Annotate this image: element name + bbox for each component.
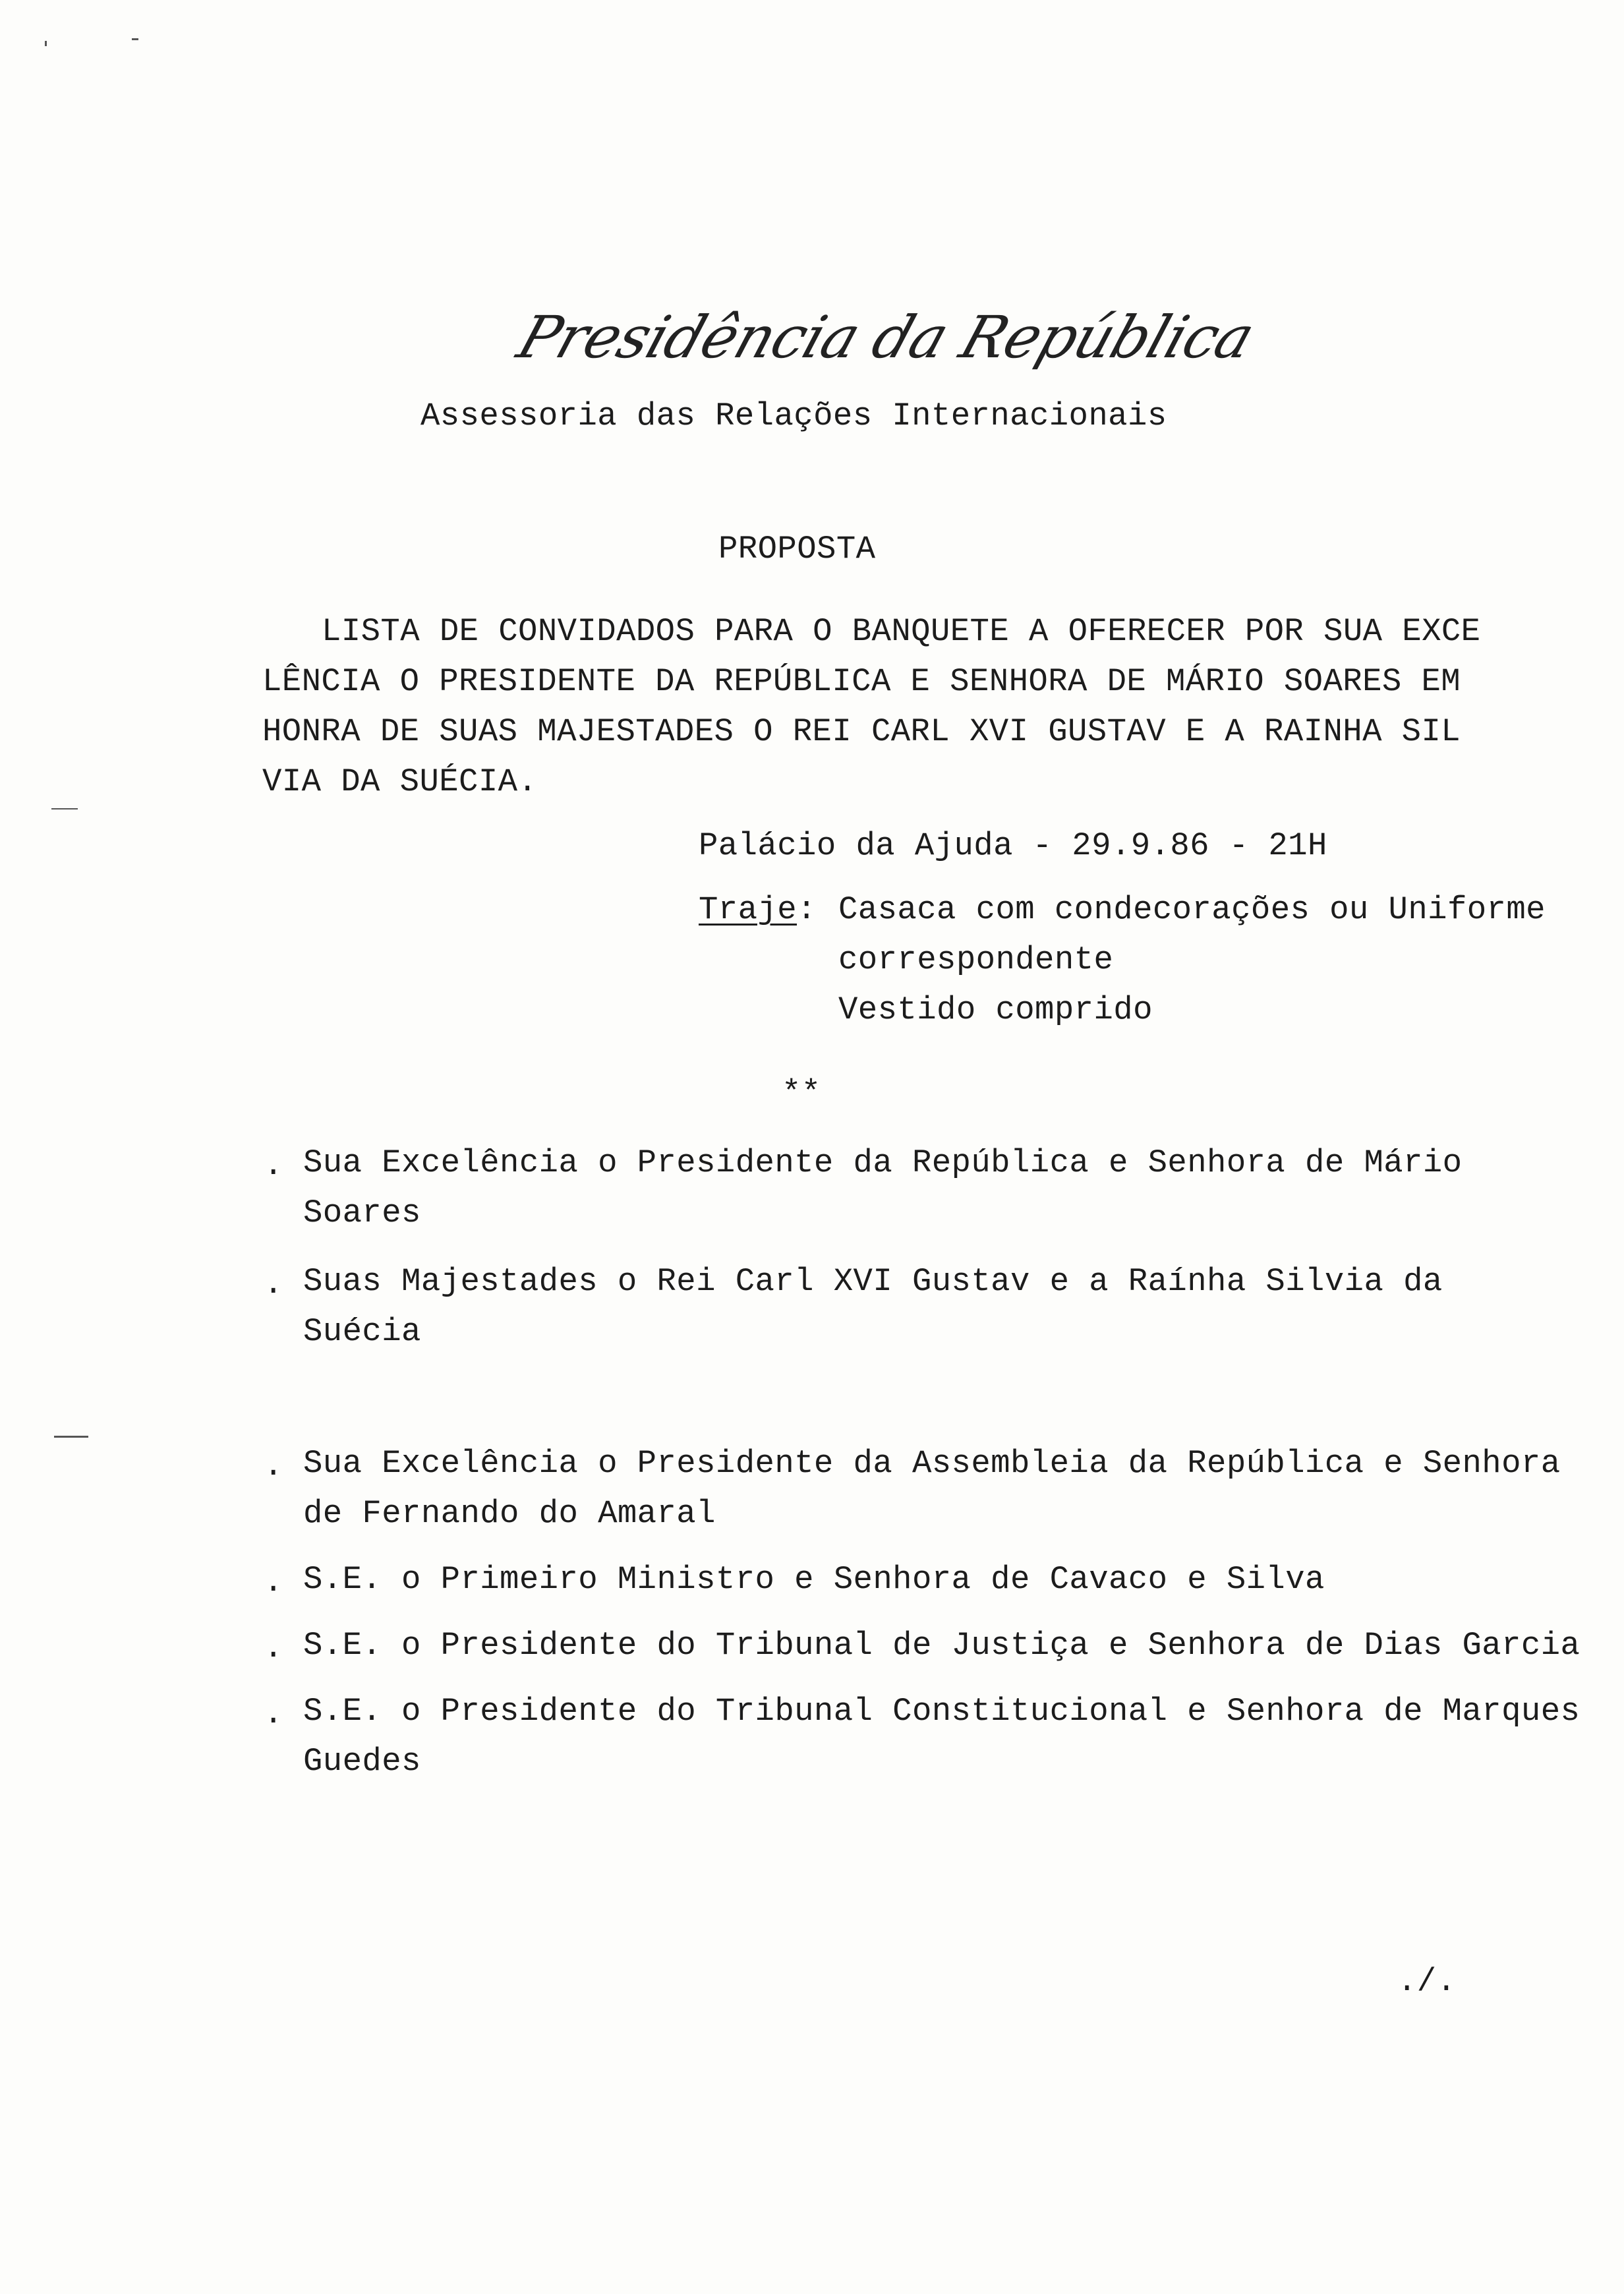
letterhead-script: Presidência da República — [509, 303, 1263, 371]
document-type: PROPOSTA — [718, 531, 876, 568]
guest-line: Suas Majestades o Rei Carl XVI Gustav e a Raínha Silvia da — [303, 1263, 1443, 1300]
guest-line: S.E. o Presidente do Tribunal Constitucional e Senhora de Marques — [303, 1693, 1580, 1730]
bullet-dot: . — [264, 1147, 283, 1184]
continuation-mark: ./. — [1397, 1963, 1457, 2000]
scan-speck — [51, 808, 78, 809]
scan-speck — [132, 38, 138, 40]
guest-line: Guedes — [303, 1743, 421, 1780]
bullet-dot: . — [264, 1695, 283, 1732]
intro-line: VIA DA SUÉCIA. — [262, 763, 538, 800]
intro-line: LISTA DE CONVIDADOS PARA O BANQUETE A OFERECER POR SUA EXCE — [322, 613, 1481, 650]
scan-speck — [54, 1436, 88, 1438]
separator-mark: ** — [782, 1074, 821, 1111]
guest-line: Suécia — [303, 1313, 421, 1350]
guest-line: Sua Excelência o Presidente da República e Senhora de Mário — [303, 1144, 1463, 1181]
bullet-dot: . — [264, 1564, 283, 1601]
bullet-dot: . — [264, 1448, 283, 1485]
department-heading: Assessoria das Relações Internacionais — [420, 397, 1167, 434]
scan-speck — [45, 41, 47, 46]
dress-line: Casaca com condecorações ou Uniforme — [838, 891, 1546, 928]
venue-line: Palácio da Ajuda - 29.9.86 - 21H — [699, 827, 1327, 864]
guest-line: Soares — [303, 1194, 421, 1231]
dress-line: correspondente — [838, 941, 1114, 978]
bullet-dot: . — [264, 1266, 283, 1303]
dress-line: Vestido comprido — [838, 991, 1153, 1028]
guest-line: de Fernando do Amaral — [303, 1495, 716, 1532]
guest-line: S.E. o Presidente do Tribunal de Justiça e Senhora de Dias Garcia — [303, 1627, 1580, 1664]
dress-label-text: Traje — [699, 891, 798, 928]
intro-line: HONRA DE SUAS MAJESTADES O REI CARL XVI GUSTAV E A RAINHA SIL — [262, 713, 1461, 750]
guest-line: S.E. o Primeiro Ministro e Senhora de Cavaco e Silva — [303, 1561, 1325, 1598]
dress-label — [699, 885, 817, 935]
intro-line: LÊNCIA O PRESIDENTE DA REPÚBLICA E SENHORA DE MÁRIO SOARES EM — [262, 663, 1461, 700]
bullet-dot: . — [264, 1630, 283, 1666]
guest-line: Sua Excelência o Presidente da Assembleia da República e Senhora — [303, 1445, 1561, 1482]
dress-label-separator: : — [797, 891, 817, 928]
